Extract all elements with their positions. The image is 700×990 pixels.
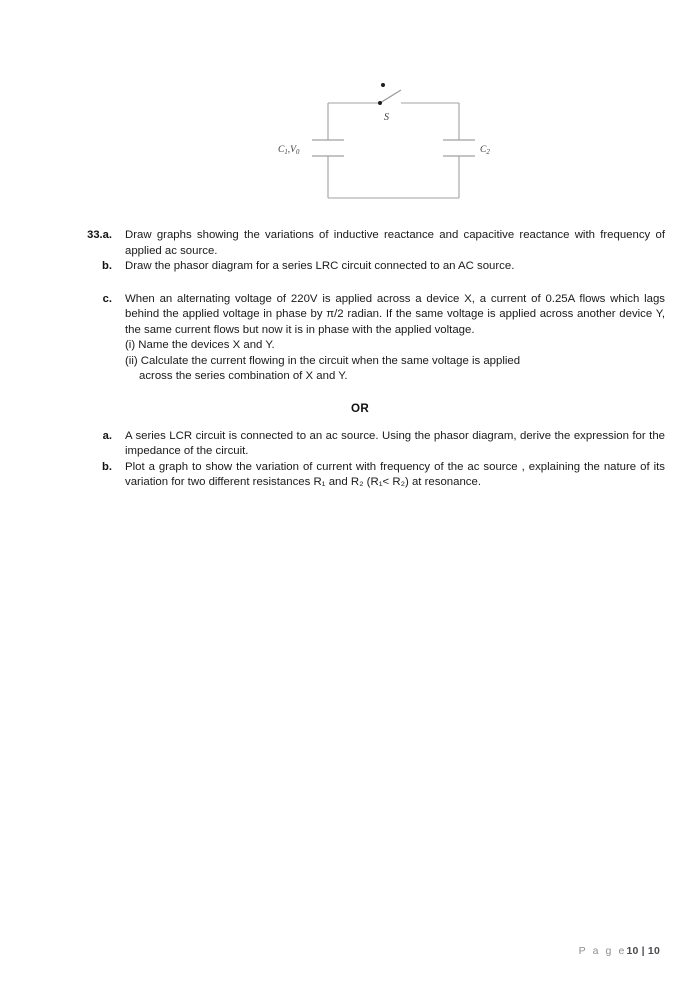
left-capacitor-label: $C_1,V_0$ xyxy=(278,145,300,156)
switch-terminal-upper xyxy=(381,83,385,87)
spacer-after-or xyxy=(0,415,700,429)
question-item-33a xyxy=(0,228,700,259)
question-item-33c xyxy=(0,292,700,385)
question-subitem-ii: (ii) Calculate the current flowing in the circuit when the same voltage is applied xyxy=(125,354,521,367)
alt-question-item-b xyxy=(0,460,700,491)
spacer-before-or xyxy=(0,385,700,402)
question-body xyxy=(0,228,700,491)
alt-question-label-b: b. xyxy=(102,460,112,473)
switch-icon xyxy=(378,83,401,105)
question-label-33b: b. xyxy=(102,260,112,272)
question-text-33c xyxy=(112,292,700,385)
right-capacitor-plates xyxy=(443,140,475,156)
question-text-33c-main: When an alternating voltage of 220V is applied across a device X, a current of 0.25A flows which lags behind the applied voltage in phase by π/2 radian. If the same voltage is applied across another device Y, the same current flows but now it is in phase with the applied voltage. xyxy=(125,292,665,336)
alt-question-text-b: Plot a graph to show the variation of current with frequency of the ac source , explaining the nature of its variation for two different resistances R₁ and R₂ (R₁< R₂) at resonance. xyxy=(125,460,665,488)
right-capacitor-label: $C_2$ xyxy=(480,145,490,156)
alt-question-text-a: A series LCR circuit is connected to an ac source. Using the phasor diagram, derive the expression for the impedance of the circuit. xyxy=(125,429,665,457)
question-text-33a: Draw graphs showing the variations of inductive reactance and capacitive reactance with frequency of applied ac source. xyxy=(125,229,665,257)
capacitor-switch-circuit-figure xyxy=(270,68,500,213)
left-capacitor-plates xyxy=(312,140,344,156)
alt-question-label-a: a. xyxy=(102,429,112,442)
page-footer xyxy=(0,945,700,957)
page-footer-word: P a g e xyxy=(578,945,627,957)
question-item-33b xyxy=(0,259,700,275)
or-divider: OR xyxy=(351,401,369,415)
question-subitem-ii-cont: across the series combination of X and Y. xyxy=(139,370,348,382)
question-label-33c: c. xyxy=(102,292,112,305)
circuit-wires xyxy=(328,103,459,198)
question-subitem-i: (i) Name the devices X and Y. xyxy=(125,339,275,351)
question-label-33a: 33.a. xyxy=(87,229,112,241)
spacer-before-c xyxy=(0,275,700,292)
question-text-33b: Draw the phasor diagram for a series LRC circuit connected to an AC source. xyxy=(125,260,515,272)
switch-terminal-lower xyxy=(378,101,382,105)
page-footer-numbers: 10 | 10 xyxy=(626,945,660,957)
alt-question-item-a xyxy=(0,429,700,460)
switch-label: S xyxy=(384,112,389,123)
